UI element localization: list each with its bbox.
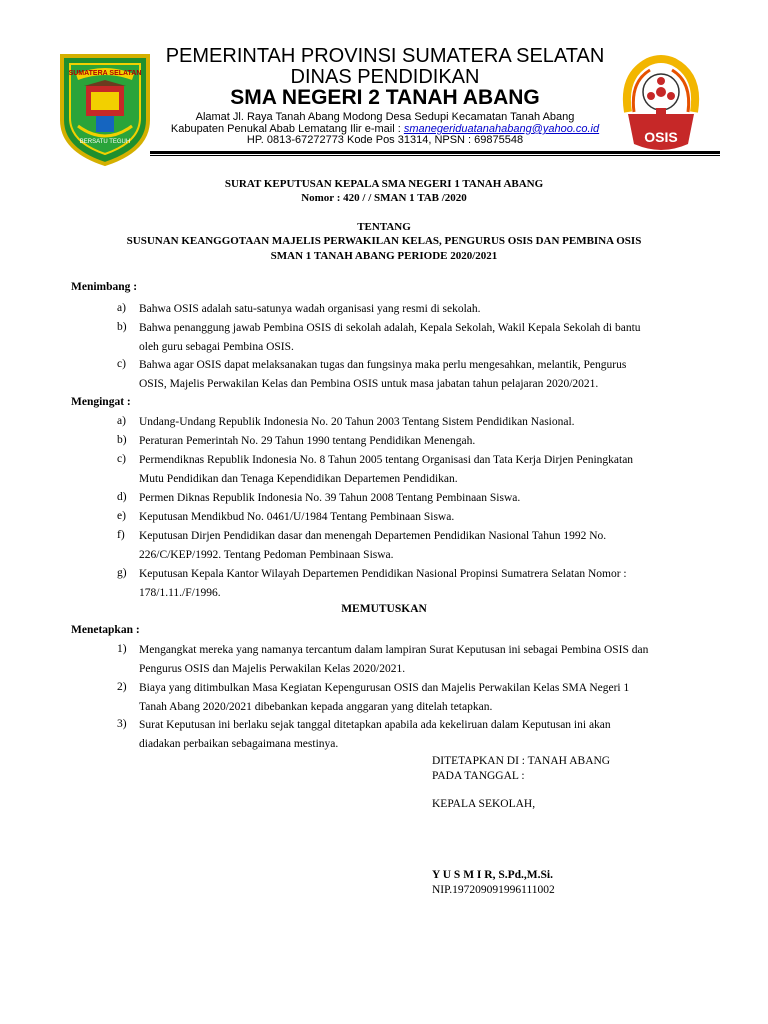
item-number: a) — [117, 302, 126, 314]
menimbang-item: Bahwa OSIS adalah satu-satunya wadah organisasi yang resmi di sekolah. — [139, 303, 481, 315]
item-number: c) — [117, 358, 126, 370]
item-number: e) — [117, 510, 126, 522]
mengingat-item: Keputusan Dirjen Pendidikan dasar dan menengah Departemen Pendidikan Nasional Tahun 1992 No. 226/C/KEP/1992. Tentang Pedoman Pembinaan Siswa. — [139, 530, 607, 561]
svg-text:OSIS: OSIS — [644, 129, 678, 145]
school-name: SMA NEGERI 2 TANAH ABANG — [230, 86, 540, 109]
item-number: 1) — [117, 643, 127, 655]
decree-title: SURAT KEPUTUSAN KEPALA SMA NEGERI 1 TANAH ABANG — [224, 178, 544, 190]
tentang-heading: TENTANG — [357, 221, 411, 233]
item-number: g) — [117, 567, 127, 579]
subject-line-2: SMAN 1 TANAH ABANG PERIODE 2020/2021 — [270, 250, 498, 262]
svg-text:BERSATU TEGUH: BERSATU TEGUH — [79, 139, 131, 145]
item-number: b) — [117, 434, 127, 446]
item-number: a) — [117, 415, 126, 427]
item-number: d) — [117, 491, 127, 503]
signature-date: PADA TANGGAL : — [432, 770, 525, 782]
svg-text:SUMATERA SELATAN: SUMATERA SELATAN — [68, 70, 142, 77]
item-number: c) — [117, 453, 126, 465]
mengingat-item: Peraturan Pemerintah No. 29 Tahun 1990 tentang Pendidikan Menengah. — [139, 435, 476, 447]
signatory-nip: NIP.197209091996111002 — [432, 884, 555, 896]
mengingat-item: Keputusan Kepala Kantor Wilayah Departemen Pendidikan Nasional Propinsi Sumatrera Selatan Nomor : 178/1.11./F/1996. — [139, 568, 627, 599]
item-number: 3) — [117, 718, 127, 730]
menimbang-label: Menimbang : — [71, 281, 138, 293]
item-number: 2) — [117, 681, 127, 693]
department-line: DINAS PENDIDIKAN — [290, 66, 480, 88]
osis-emblem-icon — [608, 52, 714, 164]
mengingat-item: Undang-Undang Republik Indonesia No. 20 Tahun 2003 Tentang Sistem Pendidikan Nasional. — [139, 416, 575, 428]
memutuskan-heading: MEMUTUSKAN — [341, 603, 427, 615]
menetapkan-item: Mengangkat mereka yang namanya tercantum dalam lampiran Surat Keputusan ini sebagai Pembina OSIS dan Pengurus OSIS dan Majelis Perwakilan Kelas 2020/2021. — [139, 644, 649, 675]
mengingat-label: Mengingat : — [71, 396, 131, 408]
address-line-1: Alamat Jl. Raya Tanah Abang Modong Desa Sedupi Kecamatan Tanah Abang — [195, 111, 575, 123]
signature-position: KEPALA SEKOLAH, — [432, 798, 536, 810]
item-number: f) — [117, 529, 125, 541]
decree-number: Nomor : 420 / / SMAN 1 TAB /2020 — [301, 192, 467, 204]
mengingat-item: Keputusan Mendikbud No. 0461/U/1984 Tentang Pembinaan Siswa. — [139, 511, 455, 523]
signatory-name: Y U S M I R, S.Pd.,M.Si. — [432, 869, 553, 881]
address-line-3: HP. 0813-67272773 Kode Pos 31314, NPSN : 69875548 — [246, 134, 524, 146]
provincial-crest-icon — [56, 50, 154, 168]
menimbang-item: Bahwa agar OSIS dapat melaksanakan tugas dan fungsinya maka perlu mengesahkan, melantik, Pengurus OSIS, Majelis Perwakilan Kelas dan Pembina OSIS untuk masa jabatan tahun pelajaran 2020/2021. — [139, 359, 627, 390]
menetapkan-item: Surat Keputusan ini berlaku sejak tanggal ditetapkan apabila ada kekeliruan dalam Keputusan ini akan diadakan perbaikan sebagaimana mestinya. — [139, 719, 611, 750]
menetapkan-item: Biaya yang ditimbulkan Masa Kegiatan Kepengurusan OSIS dan Majelis Perwakilan Kelas SMA Negeri 1 Tanah Abang 2020/2021 dibebankan kepada anggaran yang ditelah tetapkan. — [139, 682, 630, 713]
gov-line: PEMERINTAH PROVINSI SUMATERA SELATAN — [165, 45, 605, 67]
mengingat-item: Permendiknas Republik Indonesia No. 8 Tahun 2005 tentang Organisasi dan Tata Kerja Dirjen Peningkatan Mutu Pendidikan dan Tenaga Kependidikan Departemen Pendidikan. — [139, 454, 634, 485]
mengingat-item: Permen Diknas Republik Indonesia No. 39 Tahun 2008 Tentang Pembinaan Siswa. — [139, 492, 521, 504]
menetapkan-label: Menetapkan : — [71, 624, 140, 636]
header-rule-thick — [150, 151, 720, 154]
header-rule-thin — [150, 155, 720, 156]
email-link[interactable]: smanegeriduatanahabang@yahoo.co.id — [403, 123, 600, 135]
signature-place: DITETAPKAN DI : TANAH ABANG — [432, 755, 611, 767]
subject-line-1: SUSUNAN KEANGGOTAAN MAJELIS PERWAKILAN KELAS, PENGURUS OSIS DAN PEMBINA OSIS — [126, 235, 642, 247]
menimbang-item: Bahwa penanggung jawab Pembina OSIS di sekolah adalah, Kepala Sekolah, Wakil Kepala Sekolah di bantu oleh guru sebagai Pembina OSIS. — [139, 322, 641, 353]
address-prefix: Kabupaten Penukal Abab Lematang Ilir e-mail : — [170, 123, 404, 135]
item-number: b) — [117, 321, 127, 333]
